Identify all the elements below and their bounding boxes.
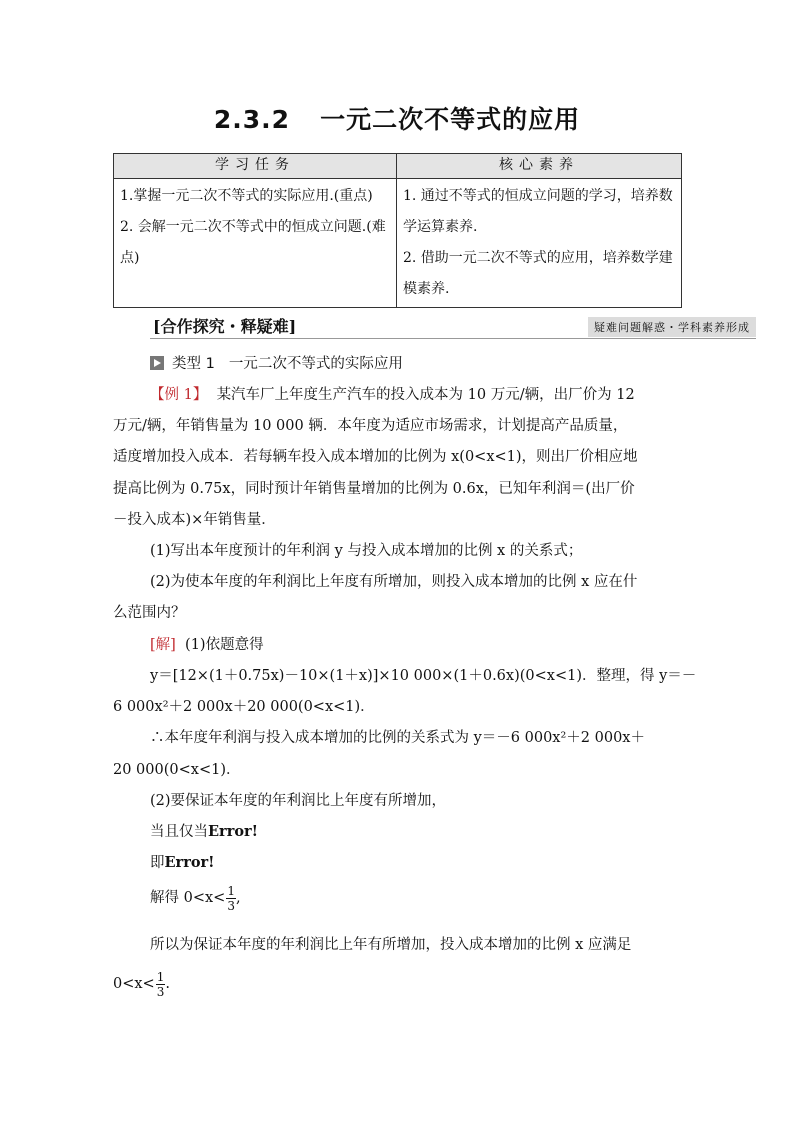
fraction-numerator: 1 — [227, 884, 235, 898]
solve-line — [150, 884, 241, 913]
equation-line: 20 000(0<x<1)． — [113, 762, 241, 778]
final-answer — [113, 970, 170, 999]
equation-line: y＝[12×(1＋0.75x)－10×(1＋x)]×10 000×(1＋0.6x)(0<x<1)．整理，得 y＝－ — [150, 668, 697, 684]
error-marker: Error! — [208, 823, 259, 840]
solve-prefix: 解得 0<x< — [150, 890, 226, 906]
example-line: 提高比例为 0.75x，同时预计年销售量增加的比例为 0.6x，已知年利润＝(出厂价 — [113, 481, 635, 497]
learning-task-table — [113, 153, 682, 308]
error-marker: Error! — [164, 854, 215, 871]
equation-line: 6 000x²＋2 000x＋20 000(0<x<1)． — [113, 699, 375, 715]
type-label: 类型 1 — [172, 356, 215, 372]
example-tag: 【例 1】 — [150, 387, 208, 403]
type-title: 一元二次不等式的实际应用 — [228, 356, 403, 372]
literacy-item: 2. 借助一元二次不等式的应用，培养数学建模素养. — [403, 250, 673, 297]
task-item: 2. 会解一元二次不等式中的恒成立问题.(难点) — [120, 219, 386, 266]
solution-tag: [解] — [150, 637, 176, 653]
header-core-literacy: 核心素养 — [397, 154, 682, 179]
example-line: －投入成本)×年销售量． — [113, 512, 276, 528]
type-heading — [150, 352, 403, 373]
page-title — [0, 100, 794, 136]
example-line: 万元/辆，年销售量为 10 000 辆．本年度为适应市场需求，计划提高产品质量， — [113, 418, 628, 434]
task-item: 1.掌握一元二次不等式的实际应用.(重点) — [120, 188, 373, 204]
header-learning-tasks: 学习任务 — [114, 154, 397, 179]
fraction — [226, 884, 236, 913]
question-2-cont: 么范围内？ — [113, 605, 186, 621]
solve-suffix: , — [235, 890, 241, 906]
play-triangle-icon — [150, 356, 164, 370]
learning-tasks-cell — [114, 179, 397, 308]
section-badge: 疑难问题解惑・学科素养形成 — [588, 317, 756, 337]
final-prefix: 0<x< — [113, 976, 155, 992]
condition-prefix: 即 — [150, 855, 165, 871]
literacy-item: 1. 通过不等式的恒成立问题的学习，培养数学运算素养. — [403, 188, 673, 235]
core-literacy-cell — [397, 179, 682, 308]
question-2: (2)为使本年度的年利润比上年度有所增加，则投入成本增加的比例 x 应在什 — [150, 574, 638, 590]
equation-line: (2)要保证本年度的年利润比上年度有所增加， — [150, 793, 447, 809]
example-line: 适度增加投入成本．若每辆车投入成本增加的比例为 x(0<x<1)，则出厂价相应地 — [113, 449, 638, 465]
condition-line — [150, 820, 258, 841]
example-text: 某汽车厂上年度生产汽车的投入成本为 10 万元/辆，出厂价为 12 — [216, 387, 635, 403]
fraction — [156, 970, 166, 999]
section-header-bar — [150, 314, 756, 339]
condition-prefix: 当且仅当 — [150, 824, 208, 840]
condition-line — [150, 851, 215, 872]
equation-line: ∴本年度年利润与投入成本增加的比例的关系式为 y＝－6 000x²＋2 000x＋ — [150, 730, 645, 746]
fraction-denominator: 3 — [156, 985, 165, 999]
section-number: 2.3.2 — [213, 105, 291, 134]
example-line — [150, 383, 635, 404]
fraction-numerator: 1 — [156, 970, 165, 984]
section-heading: [合作探究・释疑难] — [153, 317, 297, 336]
section-title-text: 一元二次不等式的应用 — [320, 105, 581, 134]
question-1: (1)写出本年度预计的年利润 y 与投入成本增加的比例 x 的关系式； — [150, 543, 583, 559]
final-suffix: . — [165, 976, 170, 992]
fraction-denominator: 3 — [227, 899, 235, 913]
solution-start — [150, 633, 264, 654]
conclusion-line: 所以为保证本年度的年利润比上年有所增加，投入成本增加的比例 x 应满足 — [150, 937, 632, 953]
solution-step: (1)依题意得 — [185, 637, 264, 653]
